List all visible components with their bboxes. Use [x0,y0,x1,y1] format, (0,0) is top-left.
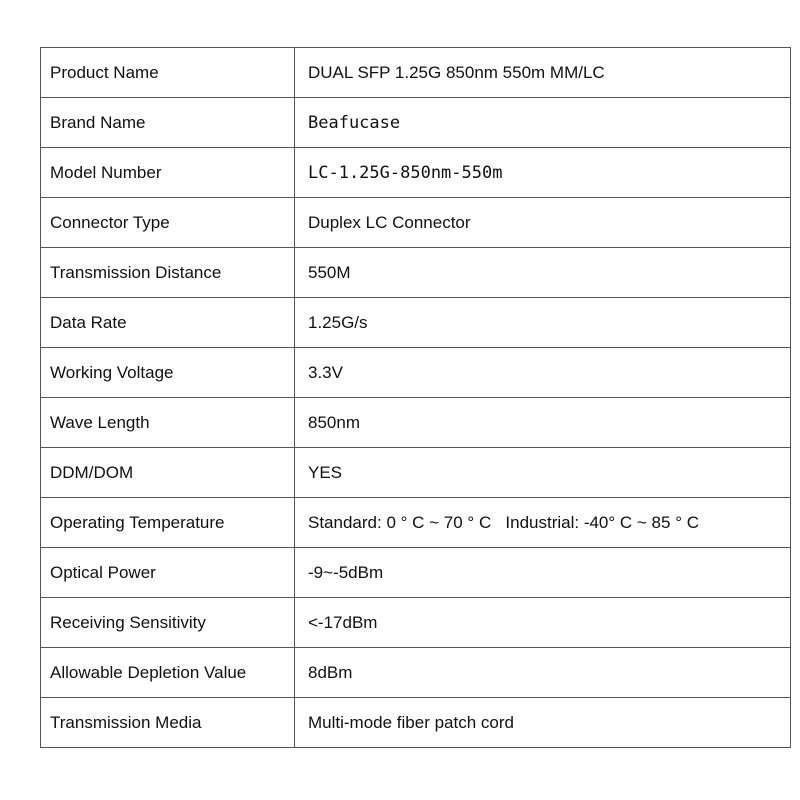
spec-label-working-voltage: Working Voltage [41,348,295,398]
spec-label-operating-temperature: Operating Temperature [41,498,295,548]
table-row [41,448,791,498]
spec-label-optical-power: Optical Power [41,548,295,598]
spec-label-wave-length: Wave Length [41,398,295,448]
spec-value-model-number: LC-1.25G-850nm-550m [295,148,791,198]
table-row [41,48,791,98]
table-row [41,398,791,448]
spec-value-working-voltage: 3.3V [295,348,791,398]
product-spec-table [40,47,791,748]
spec-value-operating-temperature: Standard: 0 ° C ~ 70 ° C Industrial: -40° C ~ 85 ° C [295,498,791,548]
spec-value-optical-power: -9~-5dBm [295,548,791,598]
spec-table-body [41,48,791,748]
spec-label-allowable-depletion-value: Allowable Depletion Value [41,648,295,698]
spec-value-transmission-distance: 550M [295,248,791,298]
spec-value-connector-type: Duplex LC Connector [295,198,791,248]
table-row [41,698,791,748]
table-row [41,648,791,698]
spec-value-product-name: DUAL SFP 1.25G 850nm 550m MM/LC [295,48,791,98]
spec-label-transmission-media: Transmission Media [41,698,295,748]
spec-label-transmission-distance: Transmission Distance [41,248,295,298]
spec-label-connector-type: Connector Type [41,198,295,248]
spec-label-ddm-dom: DDM/DOM [41,448,295,498]
spec-label-receiving-sensitivity: Receiving Sensitivity [41,598,295,648]
spec-value-receiving-sensitivity: <-17dBm [295,598,791,648]
table-row [41,598,791,648]
spec-value-data-rate: 1.25G/s [295,298,791,348]
table-row [41,98,791,148]
spec-value-brand-name: Beafucase [295,98,791,148]
table-row [41,248,791,298]
spec-label-product-name: Product Name [41,48,295,98]
table-row [41,348,791,398]
spec-label-data-rate: Data Rate [41,298,295,348]
spec-value-ddm-dom: YES [295,448,791,498]
table-row [41,148,791,198]
spec-value-transmission-media: Multi-mode fiber patch cord [295,698,791,748]
table-row [41,548,791,598]
table-row [41,198,791,248]
spec-value-wave-length: 850nm [295,398,791,448]
table-row [41,498,791,548]
spec-label-brand-name: Brand Name [41,98,295,148]
table-row [41,298,791,348]
spec-label-model-number: Model Number [41,148,295,198]
spec-value-allowable-depletion-value: 8dBm [295,648,791,698]
